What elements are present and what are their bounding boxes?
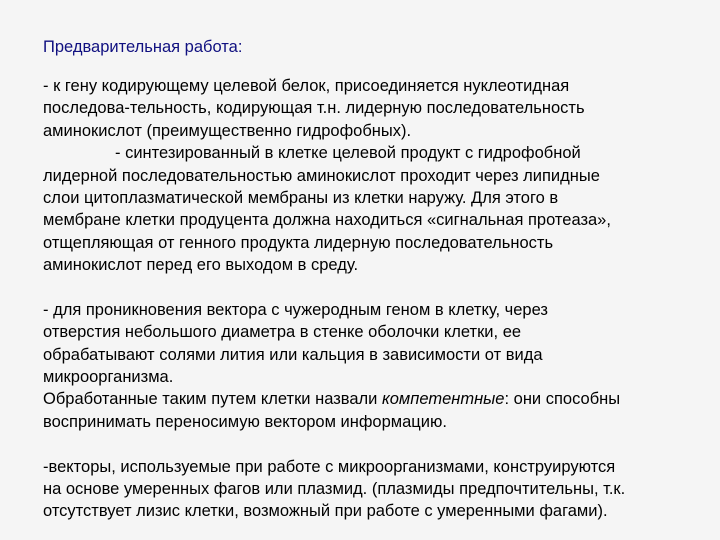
p5-line-3: отсутствует лизис клетки, возможный при работе с умеренными фагами). [43,502,608,521]
slide-title: Предварительная работа: [43,38,243,56]
p2-line-4: мембране клетки продуцента должна находиться «сигнальная протеаза», [43,211,611,230]
p4-after: : они способны [504,390,621,409]
paragraph-gap [43,433,703,455]
slide-body [43,75,703,523]
p4-line-1 [43,388,703,410]
p3-line-4: микроорганизма. [43,368,174,387]
p2-line-1: - синтезированный в клетке целевой продукт с гидрофобной [115,144,581,163]
p3-line-1: - для проникновения вектора с чужеродным геном в клетку, через [43,300,548,319]
p3-line-2: отверстия небольшого диаметра в стенке оболочки клетки, ее [43,323,522,342]
p2-line-3: слои цитоплазматической мембраны из клетки наружу. Для этого в [43,188,559,207]
p3-line-3: обрабатывают солями лития или кальция в зависимости от вида [43,345,543,364]
p2-line-5: отщепляющая от генного продукта лидерную последовательность [43,233,554,252]
p1-line-3: аминокислот (преимущественно гидрофобных). [43,121,412,140]
p1-line-2: последова-тельность, кодирующая т.н. лидерную последовательность [43,99,585,118]
p4-line-2: воспринимать переносимую вектором информацию. [43,412,447,431]
paragraph-gap [43,277,703,299]
p4-emphasis: компетентные [381,390,505,409]
p2-line-6: аминокислот перед его выходом в среду. [43,256,359,275]
p1-line-1: - к гену кодирующему целевой белок, присоединяется нуклеотидная [43,77,570,95]
p2-line-2: лидерной последовательностью аминокислот проходит через липидные [43,166,600,185]
p4-before: Обработанные таким путем клетки назвали [43,390,382,409]
p5-line-1: -векторы, используемые при работе с микроорганизмами, конструируются [43,457,616,476]
p5-line-2: на основе умеренных фагов или плазмид. (плазмиды предпочтительны, т.к. [43,480,626,499]
